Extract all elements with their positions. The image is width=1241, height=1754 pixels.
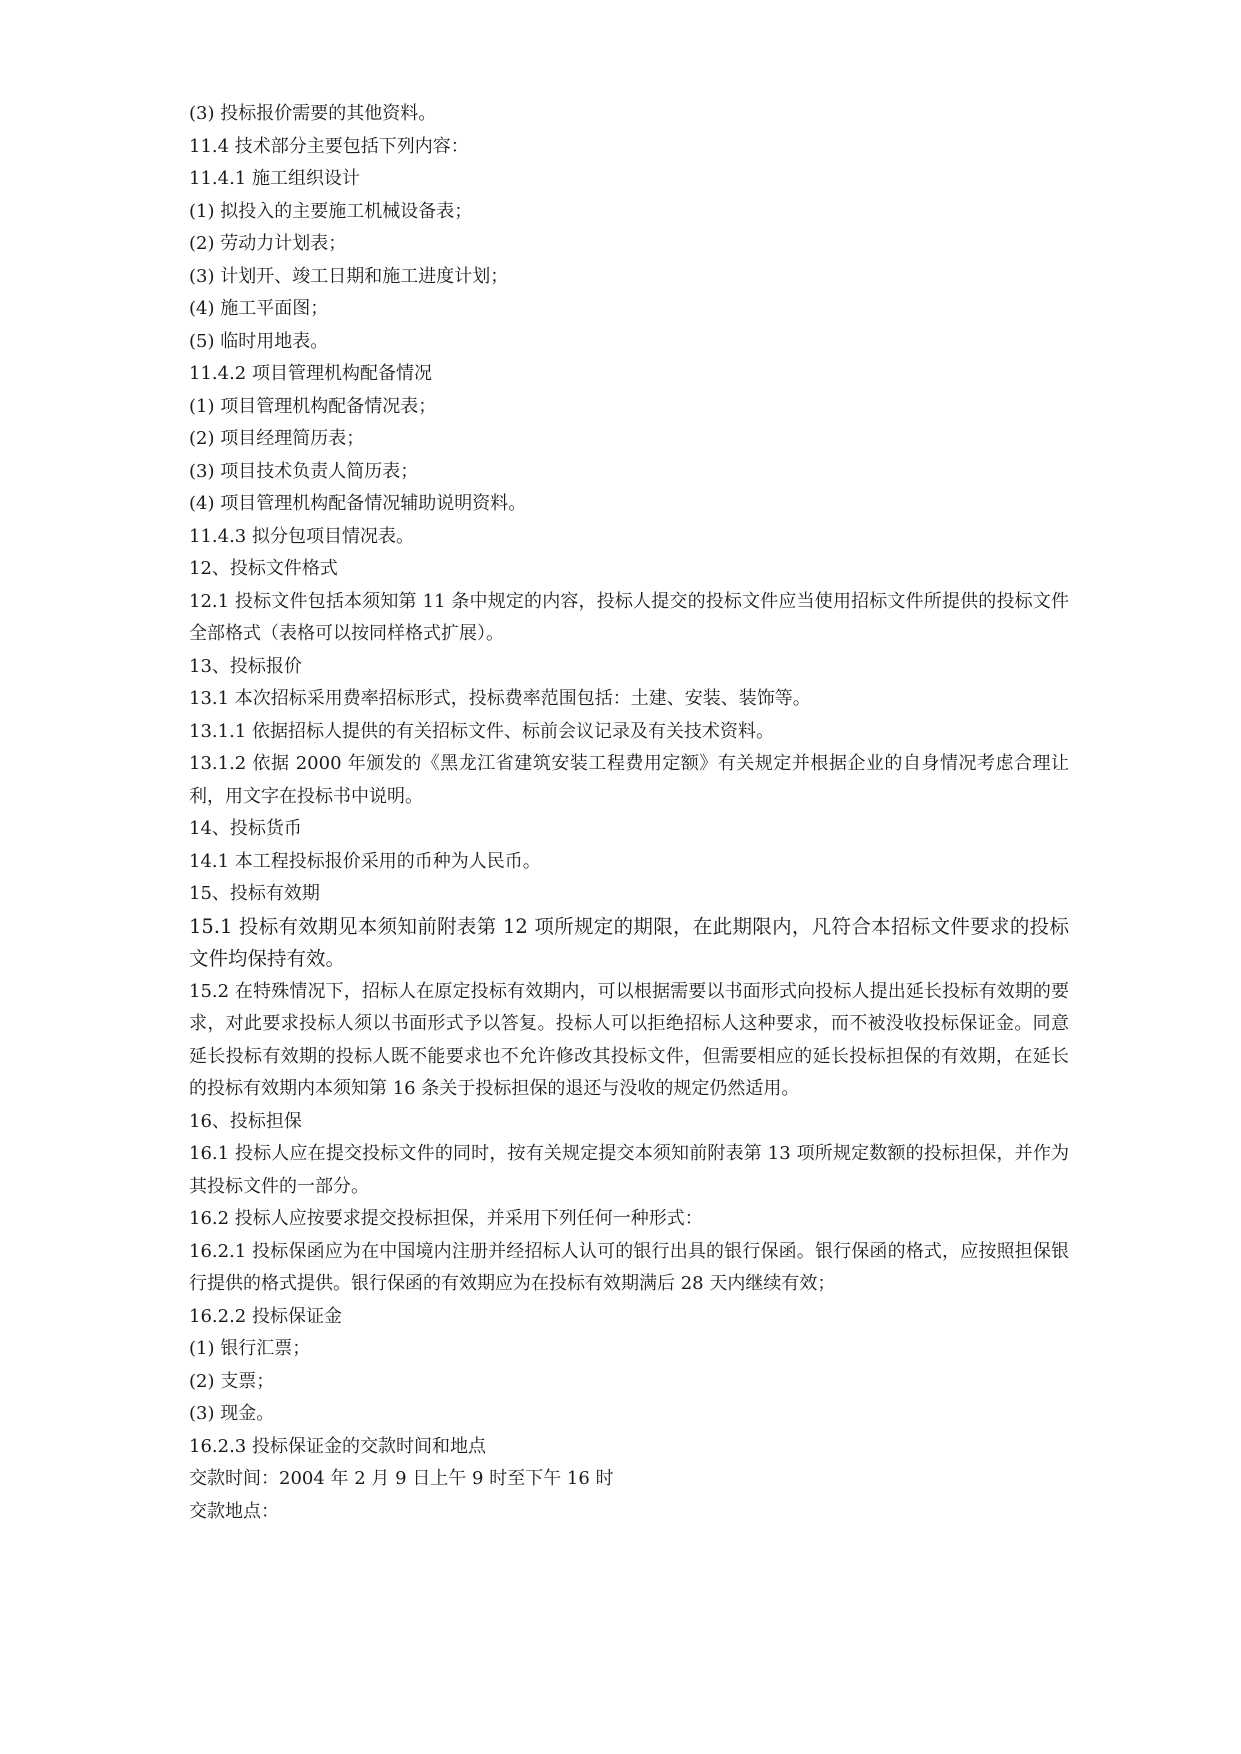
list-item: (2) 项目经理简历表； [189, 428, 365, 449]
section-heading: 11.4 技术部分主要包括下列内容： [189, 135, 469, 157]
section-heading: 16、投标担保 [189, 1110, 302, 1132]
paragraph: 16.1 投标人应在提交投标文件的同时，按有关规定提交本须知前附表第 13 项所规定数额的投标担保，并作为其投标文件的一部分。 [189, 1143, 1069, 1197]
section-heading: 12、投标文件格式 [189, 558, 338, 579]
paragraph: 13.1.2 依据 2000 年颁发的《黑龙江省建筑安装工程费用定额》有关规定并根据企业的自身情况考虑合理让利，用文字在投标书中说明。 [189, 753, 1069, 807]
text-line: (3) 投标报价需要的其他资料。 [189, 103, 437, 124]
list-item: (1) 拟投入的主要施工机械设备表； [189, 200, 473, 222]
list-item: (4) 施工平面图； [189, 298, 329, 319]
list-item: (3) 计划开、竣工日期和施工进度计划； [189, 265, 509, 287]
paragraph: 14.1 本工程投标报价采用的币种为人民币。 [189, 850, 541, 872]
section-heading: 14、投标货币 [189, 818, 302, 839]
subsection-heading: 16.2.3 投标保证金的交款时间和地点 [189, 1435, 486, 1457]
paragraph: 16.2 投标人应按要求提交投标担保，并采用下列任何一种形式： [189, 1208, 703, 1229]
section-heading: 13、投标报价 [189, 655, 302, 677]
subsection-heading: 16.2.2 投标保证金 [189, 1305, 342, 1327]
list-item: (4) 项目管理机构配备情况辅助说明资料。 [189, 493, 527, 514]
paragraph: 15.1 投标有效期见本须知前附表第 12 项所规定的期限，在此期限内，凡符合本招标文件要求的投标文件均保持有效。 [189, 914, 1069, 970]
list-item: (1) 项目管理机构配备情况表； [189, 395, 437, 417]
paragraph: 15.2 在特殊情况下，招标人在原定投标有效期内，可以根据需要以书面形式向投标人提出延长投标有效期的要求，对此要求投标人须以书面形式予以答复。投标人可以拒绝招标人这种要求，而不被没收投标保证金。同意延长投标有效期的投标人既不能要求也不允许修改其投标文件，但需要相应的延长投标担保的有效期，在延长的投标有效期内本须知第 16 条关于投标担保的退还与没收的规定仍然适用。 [189, 980, 1069, 1099]
paragraph: 13.1 本次招标采用费率招标形式，投标费率范围包括：土建、安装、装饰等。 [189, 688, 811, 709]
list-item: (5) 临时用地表。 [189, 330, 329, 352]
payment-time: 交款时间：2004 年 2 月 9 日上午 9 时至下午 16 时 [189, 1468, 614, 1489]
paragraph: 12.1 投标文件包括本须知第 11 条中规定的内容，投标人提交的投标文件应当使用招标文件所提供的投标文件全部格式（表格可以按同样格式扩展）。 [189, 590, 1069, 644]
list-item: (2) 支票； [189, 1370, 275, 1392]
paragraph: 16.2.1 投标保函应为在中国境内注册并经招标人认可的银行出具的银行保函。银行保函的格式，应按照担保银行提供的格式提供。银行保函的有效期应为在投标有效期满后 28 天内继续有效； [189, 1240, 1069, 1294]
list-item: (2) 劳动力计划表； [189, 233, 347, 254]
paragraph: 13.1.1 依据招标人提供的有关招标文件、标前会议记录及有关技术资料。 [189, 720, 774, 742]
subsection-heading: 11.4.1 施工组织设计 [189, 168, 360, 189]
list-item: (3) 现金。 [189, 1403, 275, 1424]
list-item: (3) 项目技术负责人简历表； [189, 460, 419, 482]
document-page [189, 98, 1069, 1528]
list-item: (1) 银行汇票； [189, 1338, 311, 1359]
payment-location: 交款地点： [189, 1500, 279, 1522]
subsection-heading: 11.4.3 拟分包项目情况表。 [189, 525, 414, 547]
subsection-heading: 11.4.2 项目管理机构配备情况 [189, 363, 432, 384]
section-heading: 15、投标有效期 [189, 883, 320, 904]
